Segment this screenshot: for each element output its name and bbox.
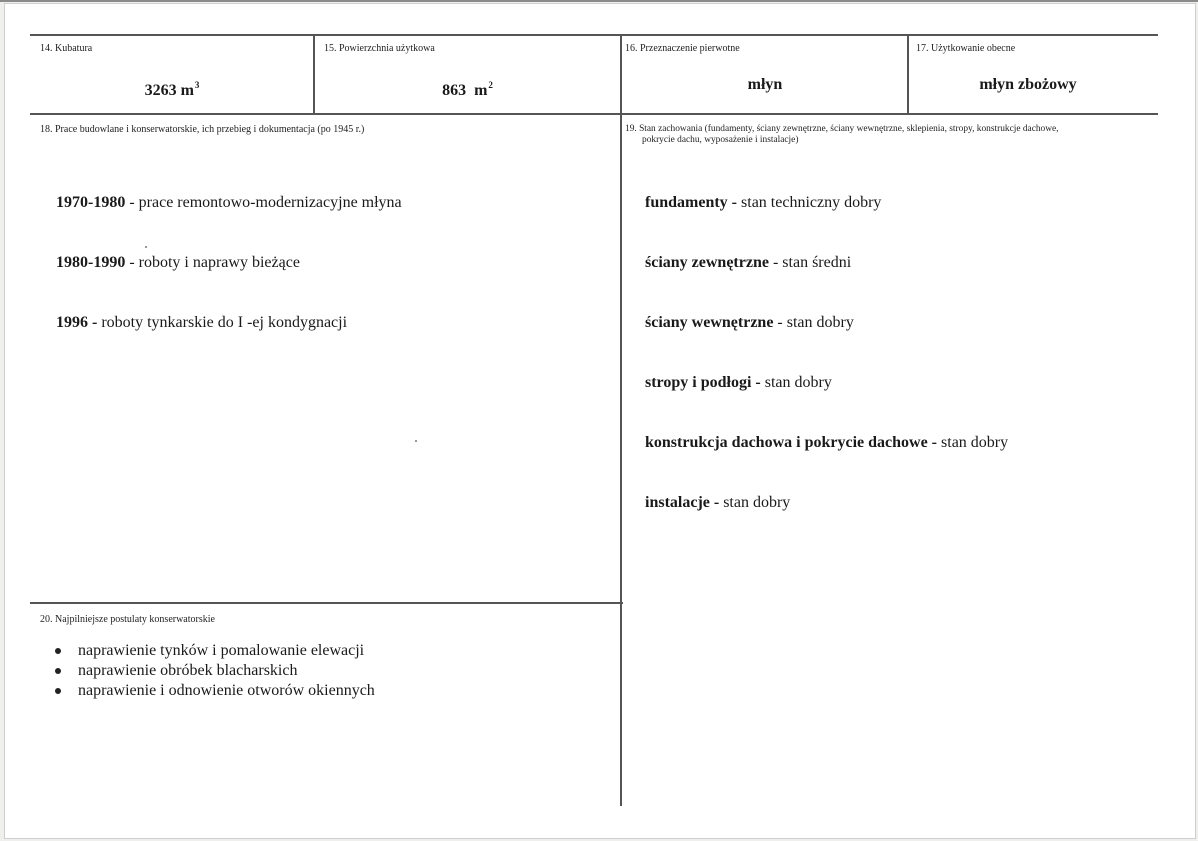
- list-item: [645, 253, 1008, 273]
- scan-top-edge: [0, 0, 1198, 2]
- scan-speck: [145, 246, 147, 248]
- field-14-label: 14. Kubatura: [40, 43, 93, 54]
- list-item-text: naprawienie tynków i pomalowanie elewacji: [78, 642, 365, 659]
- section-19-label-line2: pokrycie dachu, wyposażenie i instalacje): [642, 135, 799, 145]
- entry-text: - roboty i naprawy bieżące: [125, 254, 300, 271]
- field-16-value: młyn: [747, 76, 783, 93]
- entry-text: stan techniczny dobry: [737, 194, 882, 211]
- list-item: [645, 493, 1008, 513]
- list-item: [645, 193, 1008, 213]
- list-item: [645, 433, 1008, 453]
- entry-text: stan dobry: [760, 374, 832, 391]
- section-19-label-line1: 19. Stan zachowania (fundamenty, ściany zewnętrzne, ściany wewnętrzne, sklepienia, stropy, konstrukcje dachowe,: [625, 124, 1059, 134]
- field-15-value: 863 $m^2$: [442, 80, 493, 99]
- grid-line-mid: [30, 113, 1158, 115]
- entry-term: ściany wewnętrzne: [645, 314, 774, 331]
- entry-text: - prace remontowo-modernizacyjne młyna: [125, 194, 402, 211]
- list-item-text: naprawienie i odnowienie otworów okiennych: [78, 682, 375, 699]
- bullet-icon: [55, 648, 61, 654]
- entry-term: 1996 -: [56, 314, 98, 331]
- list-item: [56, 313, 402, 333]
- field-14-unit-exponent: 3: [194, 80, 200, 90]
- grid-line-top: [30, 34, 1158, 36]
- bullet-icon: [55, 688, 61, 694]
- list-item: [56, 193, 402, 213]
- list-item: [52, 661, 375, 681]
- list-item: [645, 373, 1008, 393]
- section-19-entries: [645, 153, 1008, 533]
- scan-speck: [415, 440, 417, 442]
- bullet-icon: [55, 668, 61, 674]
- entry-text: stan dobry: [937, 434, 1009, 451]
- entry-text: - stan średni: [768, 254, 852, 271]
- field-17-value: młyn zbożowy: [979, 76, 1077, 93]
- grid-line-v1: [313, 34, 315, 115]
- entry-term: fundamenty -: [645, 194, 738, 211]
- section-20-list: [52, 641, 375, 701]
- entry-term: ściany zewnętrzne: [645, 254, 769, 271]
- field-15-label: 15. Powierzchnia użytkowa: [324, 43, 435, 54]
- field-15-unit-exponent: 2: [488, 80, 493, 90]
- entry-term: 1970-1980: [56, 194, 126, 211]
- entry-term: instalacje -: [645, 494, 720, 511]
- grid-line-section20: [30, 602, 623, 604]
- grid-line-v2: [620, 34, 622, 806]
- field-17-label: 17. Użytkowanie obecne: [916, 43, 1016, 54]
- field-14-value: 3263 $m^3$: [144, 80, 200, 99]
- entry-text: - stan dobry: [773, 314, 854, 331]
- list-item: [645, 313, 1008, 333]
- entry-term: konstrukcja dachowa i pokrycie dachowe -: [645, 434, 938, 451]
- entry-term: 1980-1990: [56, 254, 126, 271]
- section-18-entries: [56, 153, 402, 353]
- field-16-label: 16. Przeznaczenie pierwotne: [625, 43, 740, 54]
- entry-text: roboty tynkarskie do I -ej kondygnacji: [97, 314, 348, 331]
- list-item: [52, 641, 375, 661]
- section-20-label: 20. Najpilniejsze postulaty konserwatorskie: [40, 614, 215, 625]
- section-18-label: 18. Prace budowlane i konserwatorskie, ich przebieg i dokumentacja (po 1945 r.): [40, 124, 365, 135]
- list-item-text: naprawienie obróbek blacharskich: [78, 662, 298, 679]
- grid-line-v3: [907, 34, 909, 115]
- entry-term: stropy i podłogi -: [645, 374, 761, 391]
- list-item: [56, 253, 402, 273]
- entry-text: stan dobry: [719, 494, 791, 511]
- list-item: [52, 681, 375, 701]
